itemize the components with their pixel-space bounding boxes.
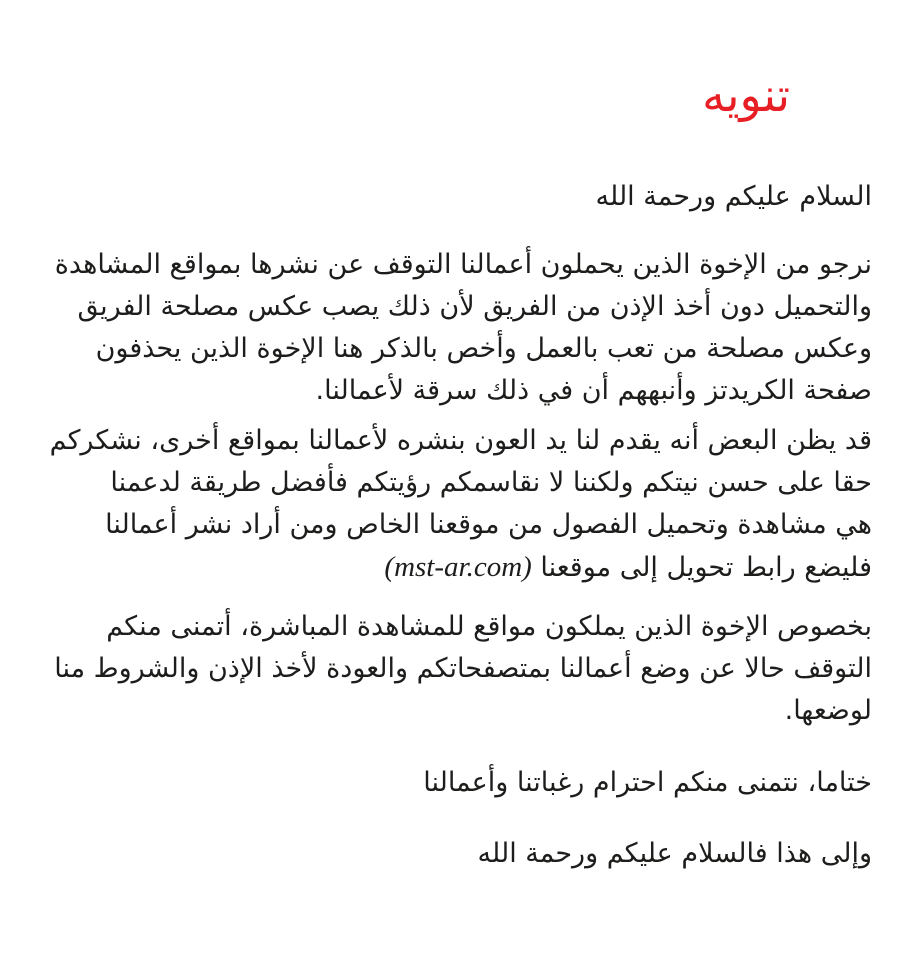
closing-salutation-text: وإلى هذا فالسلام عليكم ورحمة الله [477,838,872,869]
paragraph-line: حقا على حسن نيتكم ولكننا لا نقاسمكم رؤيتكم فأفضل طريقة لدعمنا [110,467,872,498]
paragraph-line: والتحميل دون أخذ الإذن من الفريق لأن ذلك يصب عكس مصلحة الفريق [77,291,872,322]
paragraph-line-with-domain [40,546,872,589]
greeting-text: السلام عليكم ورحمة الله [595,181,872,212]
paragraph-line: وعكس مصلحة من تعب بالعمل وأخص بالذكر هنا الإخوة الذين يحذفون [95,333,872,364]
paragraph-line: صفحة الكريدتز وأنبههم أن في ذلك سرقة لأعمالنا. [315,375,872,406]
paragraph-request-stop [40,244,872,412]
notice-title: تنويه [702,68,790,122]
greeting-line [40,176,872,218]
paragraph-line: التوقف حالا عن وضع أعمالنا بمتصفحاتكم والعودة لأخذ الإذن والشروط منا [54,653,872,684]
closing-salutation-line [40,833,872,875]
closing-wish-line [40,762,872,804]
paragraph-line: بخصوص الإخوة الذين يملكون مواقع للمشاهدة المباشرة، أتمنى منكم [106,611,872,642]
paragraph-line: لوضعها. [784,695,872,726]
paragraph-support-explanation [40,420,872,589]
closing-wish-text: ختاما، نتمنى منكم احترام رغباتنا وأعمالنا [423,767,872,798]
paragraph-line: قد يظن البعض أنه يقدم لنا يد العون بنشره لأعمالنا بمواقع أخرى، نشكركم [49,425,872,456]
site-domain: (mst-ar.com) [384,551,532,583]
paragraph-streaming-sites [40,606,872,732]
paragraph-line: نرجو من الإخوة الذين يحملون أعمالنا التوقف عن نشرها بمواقع المشاهدة [54,249,872,280]
paragraph-line: هي مشاهدة وتحميل الفصول من موقعنا الخاص ومن أراد نشر أعمالنا [105,509,872,540]
link-line-prefix: فليضع رابط تحويل إلى موقعنا [531,552,872,583]
